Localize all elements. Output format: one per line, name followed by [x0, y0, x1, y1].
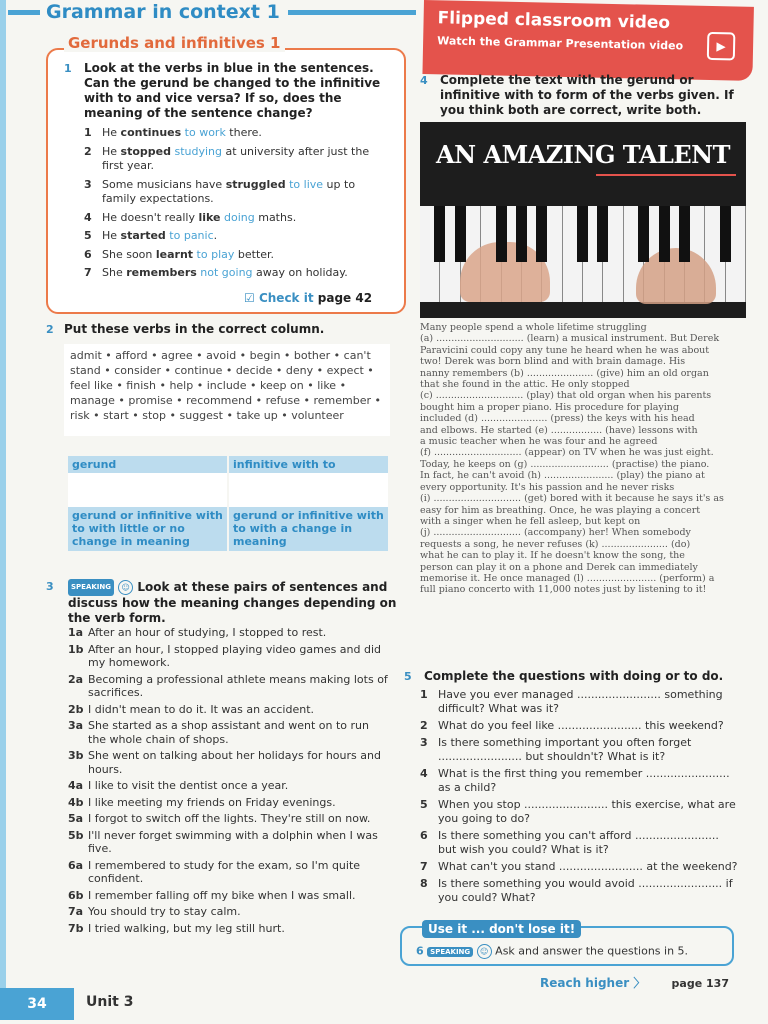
ex3-list	[68, 626, 388, 938]
use-it-tab: Use it ... don't lose it!	[422, 920, 581, 938]
piano-black-key	[434, 206, 445, 262]
ex3-item	[68, 779, 388, 793]
ex1-item	[84, 145, 384, 174]
ex5-item	[420, 798, 740, 826]
left-edge-bar	[0, 0, 6, 988]
ex3-item	[68, 673, 388, 700]
check-icon: ☑	[244, 291, 255, 305]
ex6-number: 6	[416, 944, 424, 958]
ex3-item-number: 5b	[68, 828, 84, 842]
story-line: full piano concerto with 11,000 notes just by listening to it!	[420, 584, 707, 596]
speaking-badge: SPEAKING	[68, 579, 114, 596]
story-line: (f) ............................. (appear) on TV when he was just eight.	[420, 447, 714, 459]
ex5-item-text: Is there something you can't afford ........................ but wish you could? What is it?	[438, 829, 719, 856]
ex5-item-number: 1	[420, 688, 428, 701]
check-label: Check it	[258, 291, 314, 305]
story-text	[420, 322, 742, 596]
speaking-icon-6: ☺	[477, 944, 492, 959]
photo-underline	[596, 174, 736, 176]
story-line: nanny remembers (b) ...................... (give) him an old organ	[420, 367, 709, 379]
ex3-item-text: Becoming a professional athlete means making lots of sacrifices.	[88, 672, 388, 699]
story-line: that she found in the attic. He only stopped	[420, 379, 630, 391]
ex3-item	[68, 829, 388, 856]
ex3-item-number: 2a	[68, 672, 84, 686]
ex3-item-number: 7a	[68, 905, 84, 918]
ex1-item-text: He started to panic.	[102, 229, 218, 242]
section-header	[8, 0, 416, 24]
ex3-item	[68, 626, 388, 640]
ex5-item-text: When you stop ........................ this exercise, what are you going to do?	[438, 798, 736, 825]
ex5-item	[420, 688, 740, 716]
story-line: bought him a proper piano. His procedure for playing	[420, 401, 679, 413]
ex3-item-number: 1b	[68, 642, 84, 656]
ex3-item-number: 1a	[68, 626, 84, 639]
story-line: In fact, he can't avoid (h) ....................... (play) the piano at	[420, 470, 705, 482]
ex5-item-number: 8	[420, 877, 428, 890]
piano-black-key	[577, 206, 588, 262]
story-line: Many people spend a whole lifetime struggling	[420, 322, 647, 333]
ex3-item-text: I tried walking, but my leg still hurt.	[88, 921, 285, 935]
ex5-item	[420, 719, 740, 733]
ex3-item-number: 3a	[68, 719, 84, 732]
story-line: (j) ............................. (accompany) her! When somebody	[420, 527, 691, 539]
story-line: every opportunity. It's his passion and he never risks	[420, 481, 675, 493]
ex5-instruction: Complete the questions with doing or to do.	[424, 669, 724, 683]
ex3-item-text: I remembered to study for the exam, so I'm quite confident.	[88, 858, 361, 885]
ex5-item	[420, 877, 740, 905]
flipped-subtitle: Watch the Grammar Presentation video	[437, 34, 684, 53]
ex5-item-text: Have you ever managed ........................ something difficult? What was it?	[438, 688, 723, 715]
ex1-item-text: She remembers not going away on holiday.	[102, 266, 348, 279]
story-line: person can play it on a phone and Derek can immediately	[420, 561, 698, 573]
ex5-item-text: What is the first thing you remember ........................ as a child?	[438, 767, 730, 794]
story-line: two! Derek was born blind and with brain damage. His	[420, 356, 686, 368]
verb-table	[68, 456, 390, 551]
ex1-item-number: 2	[84, 144, 92, 158]
ex2-number: 2	[46, 323, 54, 336]
ex1-item-number: 1	[84, 126, 92, 139]
ex3-item	[68, 859, 388, 886]
ex3-item	[68, 796, 388, 810]
reach-higher-link[interactable]	[540, 974, 729, 991]
ex3-item-text: After an hour of studying, I stopped to rest.	[88, 626, 327, 639]
col-gerund: gerund	[68, 456, 227, 473]
ex1-item	[84, 248, 384, 263]
page-number: 34	[0, 988, 74, 1020]
piano-black-key	[455, 206, 466, 262]
ex3-item-text: She started as a shop assistant and went on to run the whole chain of shops.	[88, 719, 369, 746]
ex3-item-number: 6a	[68, 858, 84, 872]
ex3-item	[68, 922, 388, 936]
story-line: a music teacher when he was four and he agreed	[420, 436, 658, 448]
ex1-item	[84, 211, 384, 226]
story-line: memorise it. He once managed (l) ....................... (perform) a	[420, 572, 715, 584]
ex5-item	[420, 860, 740, 874]
story-line: with a singer when he fell asleep, but kept on	[420, 515, 641, 527]
flipped-classroom-banner[interactable]	[422, 0, 753, 81]
ex5-item	[420, 767, 740, 795]
ex5-item-number: 3	[420, 736, 428, 749]
piano-photo	[420, 122, 746, 318]
ex3-item	[68, 905, 388, 919]
ex1-item	[84, 229, 384, 244]
ex5-item-number: 7	[420, 860, 428, 873]
ex3-item-text: I forgot to switch off the lights. They're still on now.	[88, 812, 371, 825]
story-line: easy for him as breathing. Once, he was playing a concert	[420, 504, 701, 516]
ex1-item	[84, 178, 384, 207]
ex3-item-text: After an hour, I stopped playing video games and did my homework.	[88, 642, 382, 669]
ex5-item-text: Is there something important you often forget ........................ but shouldn't? What is it?	[438, 736, 692, 763]
ex5-item-number: 4	[420, 767, 428, 780]
ex3-item-text: I like to visit the dentist once a year.	[88, 779, 289, 792]
ex5-list	[420, 688, 740, 908]
ex6-text: Ask and answer the questions in 5.	[495, 944, 689, 958]
ex1-item-number: 7	[84, 266, 92, 279]
ex5-item	[420, 829, 740, 857]
piano-black-key	[720, 206, 731, 262]
unit-label: Unit 3	[86, 994, 134, 1010]
speaking-badge-6: SPEAKING	[427, 947, 473, 957]
header-bar-left	[8, 10, 40, 15]
ex3-item-number: 4a	[68, 779, 84, 792]
ex5-item-text: What can't you stand ........................ at the weekend?	[438, 860, 738, 873]
story-line: included (d) ...................... (press) the keys with his head	[420, 413, 695, 425]
page-title: Grammar in context 1	[46, 1, 280, 23]
col-change: gerund or infinitive with to with a change in meaning	[229, 507, 388, 551]
ex3-item-number: 2b	[68, 702, 84, 716]
chevron-right-icon: 〉	[633, 976, 646, 990]
piano-key	[563, 206, 583, 302]
story-line: Paravicini could copy any tune he heard when he was about	[420, 344, 710, 356]
ex5-number: 5	[404, 670, 412, 683]
story-line: (a) ............................. (learn) a musical instrument. But Derek	[420, 333, 720, 345]
story-line: (c) ............................. (play) that old organ when his parents	[420, 390, 712, 402]
ex5-item-text: Is there something you would avoid ........................ if you could? What?	[438, 877, 733, 904]
ex4-instruction: Complete the text with the gerund or infinitive with to form of the verbs given. If you think both are correct, write both.	[440, 73, 734, 117]
ex3-item-number: 5a	[68, 812, 84, 825]
ex1-item-text: Some musicians have struggled to live up to family expectations.	[102, 177, 356, 205]
piano-black-key	[516, 206, 527, 262]
check-it-link[interactable]	[244, 291, 372, 305]
ex1-item-number: 3	[84, 177, 92, 191]
ex5-item-text: What do you feel like ........................ this weekend?	[438, 719, 724, 732]
col-little-change: gerund or infinitive with to with little or no change in meaning	[68, 507, 227, 551]
piano-black-key	[659, 206, 670, 262]
speaking-icon: ☺	[118, 580, 133, 595]
verb-list: admit • afford • agree • avoid • begin • bother • can't stand • consider • continue • decide • deny • expect • feel like • finish • help • include • keep on • like • manage • promise • recommend • refuse • remember • risk • start • stop • suggest • take up • volunteer	[64, 344, 390, 436]
story-line: what he can to play it. If he doesn't know the song, the	[420, 550, 685, 562]
ex3-number: 3	[46, 580, 54, 593]
photo-title: AN AMAZING TALENT	[436, 140, 730, 169]
ex1-item-text: She soon learnt to play better.	[102, 247, 275, 261]
ex3-item-text: She went on talking about her holidays for hours and hours.	[88, 749, 381, 776]
ex3-item	[68, 719, 388, 746]
ex1-item-number: 5	[84, 229, 92, 242]
ex1-item-text: He stopped studying at university after just the first year.	[102, 144, 370, 172]
ex3-item-text: I didn't mean to do it. It was an accident.	[88, 702, 315, 716]
piano-key	[420, 206, 440, 302]
gerunds-box-title: Gerunds and infinitives 1	[64, 34, 285, 52]
ex2-instruction: Put these verbs in the correct column.	[64, 322, 325, 336]
flipped-title: Flipped classroom video	[437, 8, 671, 34]
piano-black-key	[597, 206, 608, 262]
col-infinitive: infinitive with to	[229, 456, 388, 473]
ex6	[416, 944, 688, 959]
ex5-item-number: 5	[420, 798, 428, 811]
ex4-number: 4	[420, 74, 428, 87]
table-blank-row-1[interactable]	[68, 473, 390, 507]
ex5-item-number: 2	[420, 719, 428, 732]
ex1-item	[84, 266, 384, 281]
ex5-item	[420, 736, 740, 764]
play-icon[interactable]: ▶	[707, 32, 736, 61]
ex1-item-text: He doesn't really like doing maths.	[102, 210, 297, 224]
ex1-item-text: He continues to work there.	[102, 126, 262, 139]
ex3-item-text: You should try to stay calm.	[88, 905, 241, 918]
ex3-instruction: Look at these pairs of sentences and discuss how the meaning changes depending on the verb form.	[68, 580, 397, 625]
ex1-list	[84, 126, 384, 285]
ex3-item-number: 3b	[68, 749, 84, 762]
reach-page: page 137	[671, 977, 729, 990]
ex1-item	[84, 126, 384, 141]
ex3-item-number: 4b	[68, 795, 84, 809]
ex3-item-text: I remember falling off my bike when I was small.	[88, 888, 356, 902]
ex1-item-number: 6	[84, 247, 92, 261]
check-page: page 42	[317, 291, 373, 305]
ex3-item-text: I'll never forget swimming with a dolphin when I was five.	[88, 828, 378, 855]
ex1-instruction: Look at the verbs in blue in the sentences. Can the gerund be changed to the infinitive with to and vice versa? If so, does the meaning of the sentence change?	[84, 61, 381, 120]
piano-black-key	[638, 206, 649, 262]
ex3-item	[68, 643, 388, 670]
piano-black-key	[536, 206, 547, 262]
story-line: and elbows. He started (e) ................. (have) lessons with	[420, 424, 698, 436]
ex3-item	[68, 889, 388, 903]
table-header-row-2	[68, 507, 390, 551]
piano-black-key	[496, 206, 507, 262]
ex5-item-number: 6	[420, 829, 428, 842]
ex3-item-number: 6b	[68, 888, 84, 902]
reach-label: Reach higher	[540, 976, 630, 990]
story-line: requests a song, he never refuses (k) ...................... (do)	[420, 538, 691, 550]
header-bar-right	[288, 10, 416, 15]
ex1-item-number: 4	[84, 210, 92, 224]
ex1-number: 1	[64, 62, 72, 75]
piano-black-key	[679, 206, 690, 262]
table-header-row-1	[68, 456, 390, 473]
story-line: (i) ............................. (get) bored with it because he says it's as	[420, 493, 724, 505]
ex3-item	[68, 749, 388, 776]
ex3-header	[68, 579, 398, 626]
ex3-item-number: 7b	[68, 921, 84, 935]
ex3-item-text: I like meeting my friends on Friday evenings.	[88, 795, 336, 809]
ex3-item	[68, 703, 388, 717]
ex3-item	[68, 812, 388, 826]
story-line: Today, he keeps on (g) .......................... (practise) the piano.	[420, 458, 710, 470]
